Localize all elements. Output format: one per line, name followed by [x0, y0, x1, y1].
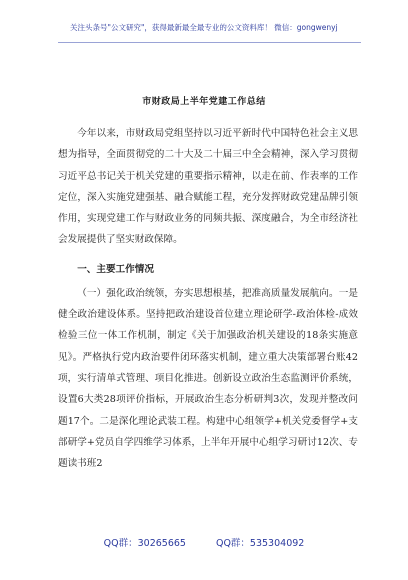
section-heading: 一、主要工作情况 [77, 263, 154, 275]
header-divider [58, 42, 361, 43]
footer-qq-group-1: QQ群：30265665 [103, 538, 186, 549]
document-body [58, 123, 358, 474]
section-paragraph: （一）强化政治统领，夯实思想根基，把准高质量发展航向。一是健全政治建设体系。坚持把政治建设首位建立理论研学-政治体检-成效检验三位一体工作机制，制定《关于加强政治机关建设的18条实施意见》。严格执行党内政治要件闭环落实机制，建立重大决策部署台账42项，实行清单式管理、项目化推进。创新设立政治生态监测评价系统，设置6大类28项评价指标，开展政治生态分析研判3次，发现并整改问题17个。二是深化理论武装工程。构建中心组领学+机关党委督学+支部研学+党员自学四维学习体系，上半年开展中心组学习研讨12次、专题读书班2 [58, 287, 358, 470]
document-title: 市财政局上半年党建工作总结 [142, 97, 266, 107]
intro-paragraph: 今年以来，市财政局党组坚持以习近平新时代中国特色社会主义思想为指导，全面贯彻党的二十大及二十届三中全会精神，深入学习贯彻习近平总书记关于机关党建的重要指示精神，以走在前、作表率的工作定位，深入实施党建强基、融合赋能工程，充分发挥财政党建品牌引领作用，实现党建工作与财政业务的同频共振、深度融合，为全市经济社会发展提供了坚实财政保障。 [58, 128, 358, 246]
footer [0, 535, 408, 549]
header-notice: 关注头条号"公文研究"，获得最新最全最专业的公文资料库！ 微信：gongwenyj [70, 23, 338, 32]
footer-qq-group-2: QQ群：535304092 [215, 538, 305, 549]
